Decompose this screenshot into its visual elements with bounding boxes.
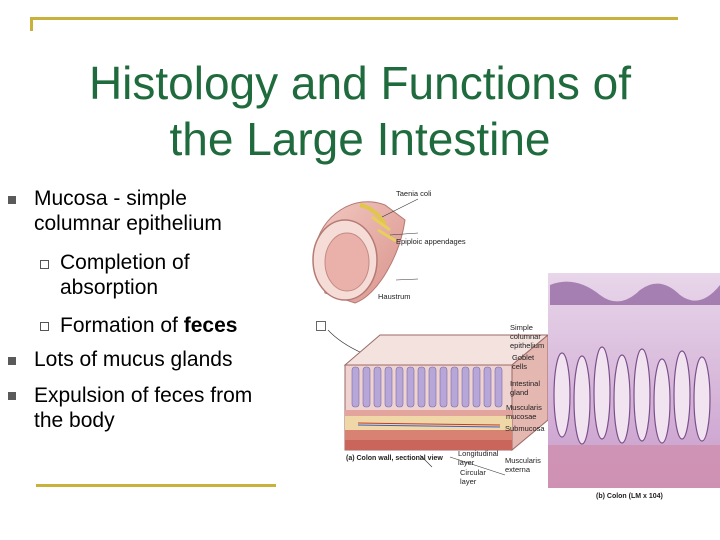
bottom-rule: [36, 484, 276, 487]
bullet-line: Lots of mucus glands: [34, 348, 233, 371]
bullet-marker: [8, 392, 16, 400]
label-taenia-coli: Taenia coli: [396, 189, 432, 198]
bullet-line: Mucosa - simple: [34, 187, 187, 210]
sub-bullet-item: [60, 313, 280, 338]
micrograph-image: [548, 273, 720, 488]
label-longitudinal-layer: Longitudinal layer: [458, 449, 499, 467]
bullet-line: columnar epithelium: [34, 212, 222, 235]
top-rule-tick: [30, 17, 33, 31]
label-goblet-cells: Goblet cells: [512, 353, 535, 371]
label-haustrum: Haustrum: [378, 292, 411, 301]
sub-bullet-marker: [40, 322, 49, 331]
sub-bullet-marker: [40, 260, 49, 269]
label-muscularis-mucosae: Muscularis mucosae: [506, 403, 542, 421]
slide-title: [10, 55, 710, 167]
sub-bullet-line: Completion of: [60, 251, 190, 274]
colon-tube-drawing: [313, 202, 405, 303]
bullet-item: [34, 186, 284, 236]
bullet-line: the body: [34, 409, 115, 432]
sub-bullet-line: absorption: [60, 276, 159, 299]
sub-bullet-text: Formation of: [60, 314, 184, 337]
callout-box: [316, 321, 326, 331]
caption-colon-lm: (b) Colon (LM x 104): [596, 493, 663, 500]
bullet-line: Expulsion of feces from: [34, 384, 253, 407]
bullet-marker: [8, 357, 16, 365]
label-submucosa: Submucosa: [505, 424, 545, 433]
label-simple-columnar-epithelium: Simple columnar epithelium: [510, 323, 545, 350]
label-intestinal-gland: Intestinal gland: [510, 379, 541, 397]
bullet-marker: [8, 196, 16, 204]
label-epiploic-appendages: Epiploic appendages: [396, 237, 466, 246]
caption-colon-wall: (a) Colon wall, sectional view: [346, 455, 443, 462]
title-line-2: the Large Intestine: [169, 112, 551, 165]
title-line-1: Histology and Functions of: [88, 56, 632, 109]
bullet-item: [34, 347, 284, 372]
colon-histology-figure: [300, 175, 720, 510]
label-muscularis-externa: Muscularis externa: [505, 456, 541, 474]
sub-bullet-item: [60, 250, 280, 300]
label-circular-layer: Circular layer: [460, 468, 486, 486]
bullet-item: [34, 383, 284, 433]
top-rule: [30, 17, 678, 20]
sub-bullet-bold: feces: [183, 314, 238, 337]
